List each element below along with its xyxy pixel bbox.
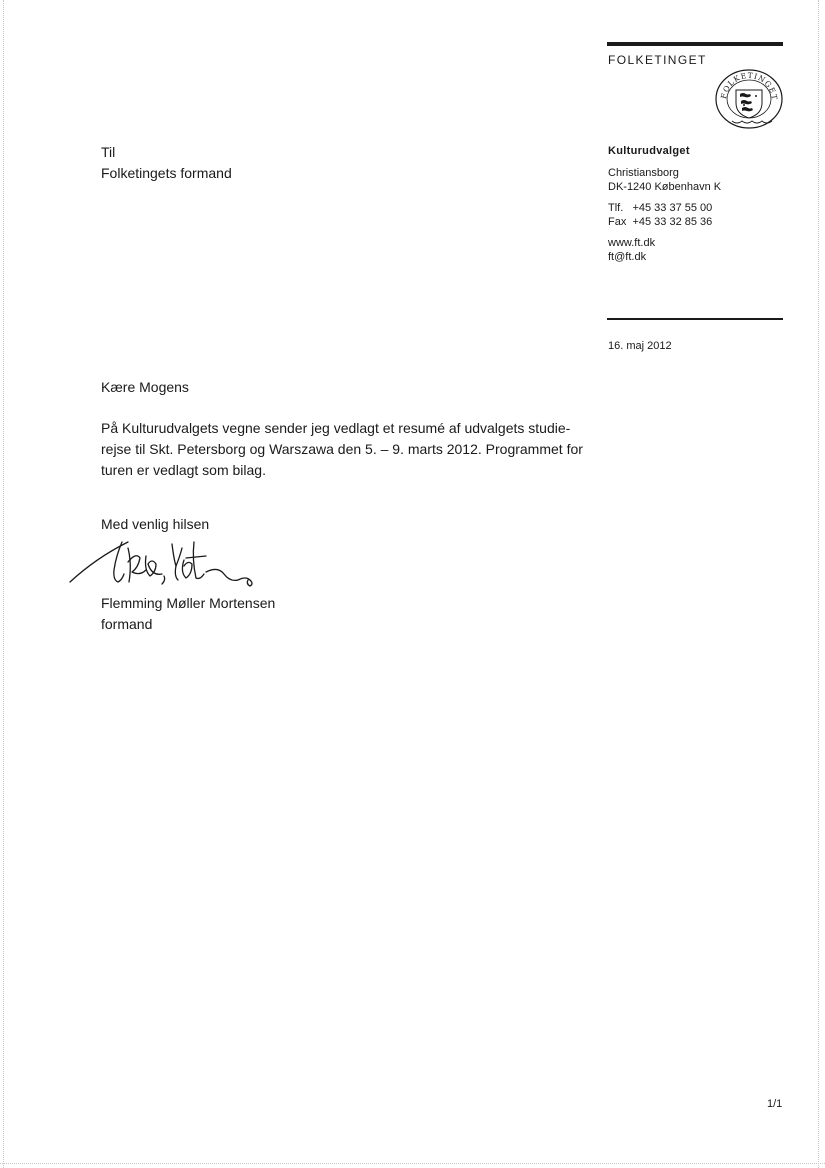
address-line-1: Christiansborg <box>608 167 679 179</box>
salutation: Kære Mogens <box>101 379 189 395</box>
scan-edge-bottom <box>0 1163 825 1165</box>
letterhead-top-rule <box>607 42 783 46</box>
signer-block <box>101 593 275 635</box>
signer-name: Flemming Møller Mortensen <box>101 595 276 611</box>
date-divider <box>607 318 783 320</box>
scan-edge-left <box>3 0 5 1168</box>
letter-paragraph <box>101 418 601 481</box>
committee-name: Kulturudvalget <box>608 145 690 157</box>
recipient-name: Folketingets formand <box>101 165 232 181</box>
letter-date: 16. maj 2012 <box>608 340 672 352</box>
recipient-prefix: Til <box>101 144 116 160</box>
phone-number: Tlf. +45 33 37 55 00 <box>608 202 713 214</box>
handwritten-signature <box>66 536 266 596</box>
scan-edge-right <box>818 0 820 1168</box>
closing: Med venlig hilsen <box>101 516 210 532</box>
page-number: 1/1 <box>767 1098 783 1110</box>
institution-name: FOLKETINGET <box>608 53 707 67</box>
paragraph-line: turen er vedlagt som bilag. <box>101 462 266 478</box>
address-line-2: DK-1240 København K <box>608 181 722 193</box>
paragraph-line: rejse til Skt. Petersborg og Warszawa den 5. – 9. marts 2012. Programmet for <box>101 441 583 457</box>
paragraph-line: På Kulturudvalgets vegne sender jeg vedlagt et resumé af udvalgets studie- <box>101 420 571 436</box>
fax-number: Fax +45 33 32 85 36 <box>608 216 713 228</box>
svg-text:FOLKETINGET: FOLKETINGET <box>719 70 780 102</box>
signer-title: formand <box>101 616 153 632</box>
email-link[interactable]: ft@ft.dk <box>608 251 647 263</box>
folketinget-seal-icon <box>714 68 784 130</box>
recipient-block <box>101 142 232 184</box>
website-link[interactable]: www.ft.dk <box>608 237 656 249</box>
